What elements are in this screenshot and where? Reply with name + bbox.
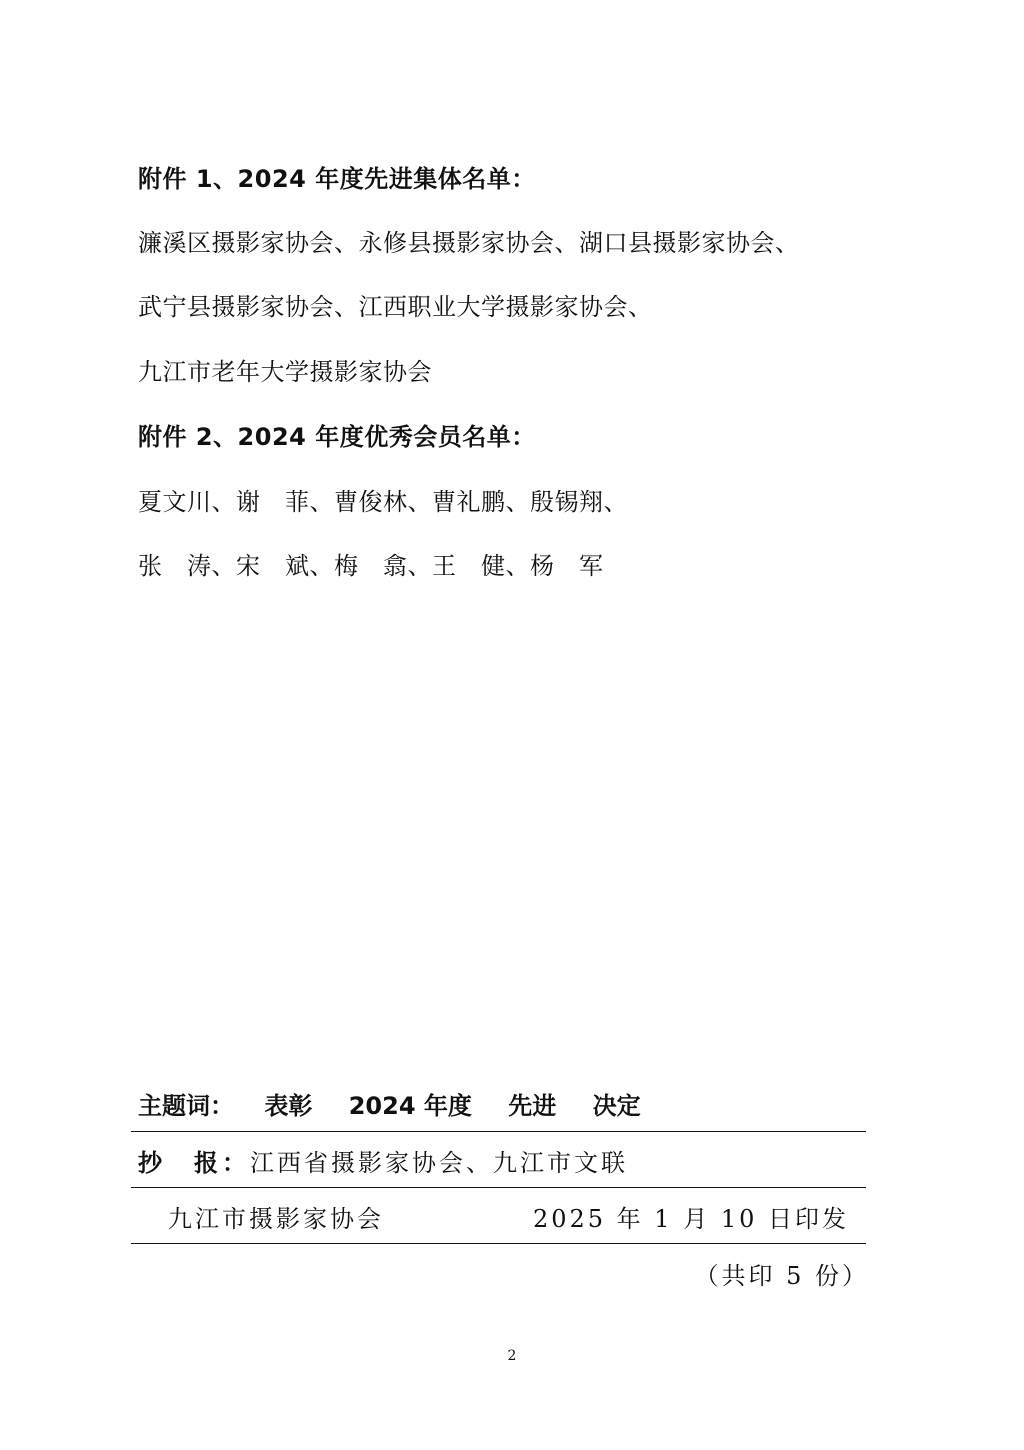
attachment2-line-1: 夏文川、谢 菲、曹俊林、曹礼鹏、殷锡翔、 [138, 488, 628, 516]
keyword-item: 2024 年度 [348, 1092, 472, 1120]
attachment1-line-1: 濂溪区摄影家协会、永修县摄影家协会、湖口县摄影家协会、 [138, 229, 800, 257]
cc-value: 江西省摄影家协会、九江市文联 [250, 1149, 628, 1177]
keywords-row [138, 1090, 669, 1122]
keyword-item: 先进 [508, 1092, 557, 1120]
keywords-label: 主题词： [138, 1092, 234, 1120]
attachment1-line-3: 九江市老年大学摄影家协会 [138, 358, 432, 386]
keyword-item: 表彰 [264, 1092, 313, 1120]
attachment2-heading: 附件 2、2024 年度优秀会员名单： [138, 423, 536, 451]
cc-row [138, 1147, 628, 1179]
footer-divider-middle [131, 1187, 866, 1188]
attachment1-heading: 附件 1、2024 年度先进集体名单： [138, 165, 536, 193]
copies-count: （共印 5 份） [694, 1262, 869, 1290]
issue-date: 2025 年 1 月 10 日印发 [532, 1205, 849, 1233]
footer-divider-top [131, 1131, 866, 1132]
cc-label: 抄 报： [138, 1149, 250, 1177]
page-number: 2 [507, 1348, 517, 1364]
attachment1-line-2: 武宁县摄影家协会、江西职业大学摄影家协会、 [138, 293, 653, 321]
issuer: 九江市摄影家协会 [168, 1205, 384, 1233]
keyword-item: 决定 [592, 1092, 641, 1120]
footer-divider-bottom [131, 1243, 866, 1244]
attachment2-line-2: 张 涛、宋 斌、梅 翕、王 健、杨 军 [138, 552, 604, 580]
